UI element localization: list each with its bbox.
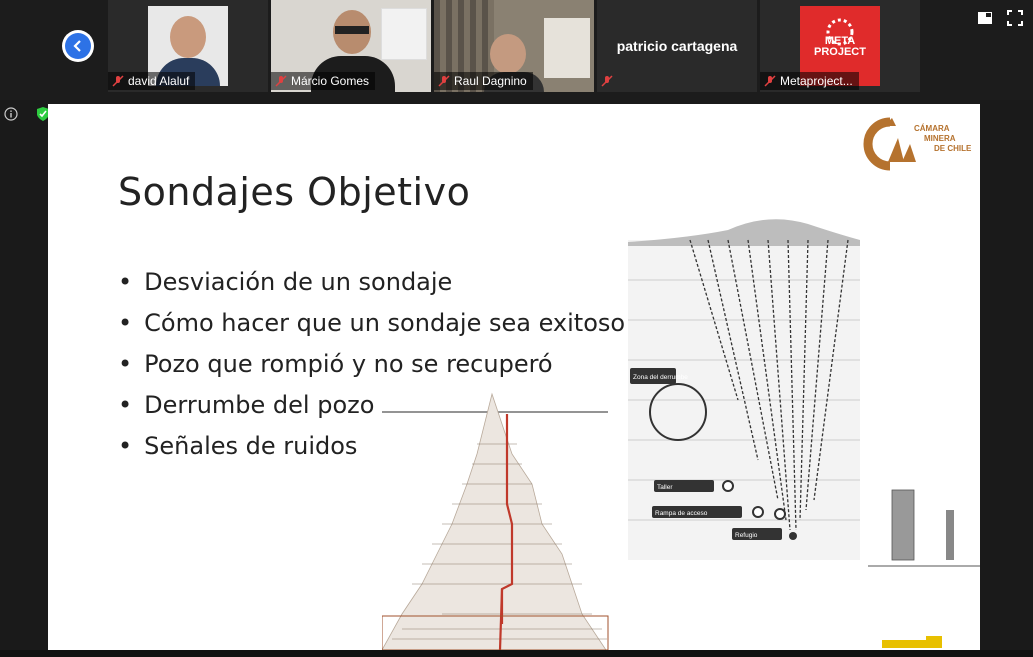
bottom-edge [0, 650, 1033, 657]
participant-name: Márcio Gomes [271, 72, 375, 90]
diagram-label: Refugio [735, 532, 758, 539]
truck-icon [882, 634, 944, 650]
bullet-item: • Señales de ruidos [118, 426, 625, 467]
drillhole-diagram-image [628, 200, 980, 580]
muted-mic-icon [764, 75, 776, 87]
slide-title: Sondajes Objetivo [118, 170, 471, 214]
diagram-label: Zona del derrumbe [633, 374, 688, 381]
muted-mic-icon [275, 75, 287, 87]
mine-cross-section-image [382, 384, 612, 650]
info-icon[interactable] [4, 107, 18, 126]
muted-mic-icon [438, 75, 450, 87]
fullscreen-icon[interactable] [1007, 10, 1023, 26]
bullet-item: • Desviación de un sondaje [118, 262, 625, 303]
participant-tile-metaproject[interactable] [760, 0, 920, 92]
bullet-item: • Cómo hacer que un sondaje sea exitoso [118, 303, 625, 344]
chevron-left-icon [65, 33, 91, 59]
participant-name [597, 72, 619, 90]
participant-tile-patricio[interactable] [597, 0, 757, 92]
view-controls [977, 10, 1023, 26]
muted-mic-icon [112, 75, 124, 87]
participant-name: david Alaluf [108, 72, 195, 90]
participant-name: Raul Dagnino [434, 72, 533, 90]
participant-strip [0, 0, 1033, 100]
camara-minera-logo: CÁMARA MINERA DE CHILE [862, 116, 972, 172]
diagram-label: Taller [657, 484, 673, 491]
participant-display-name: patricio cartagena [616, 38, 738, 54]
participant-tile-raul[interactable] [434, 0, 594, 92]
shared-slide [48, 104, 980, 650]
participant-tile-david[interactable] [108, 0, 268, 92]
diagram-label: Rampa de acceso [655, 510, 708, 517]
bullet-item: • Pozo que rompió y no se recuperó [118, 344, 625, 385]
bullet-item: • Derrumbe del pozo [118, 385, 625, 426]
muted-mic-icon [601, 75, 613, 87]
view-layout-icon[interactable] [977, 10, 993, 26]
participant-name: Metaproject... [760, 72, 859, 90]
participant-tile-marcio[interactable] [271, 0, 431, 92]
previous-page-button[interactable] [62, 30, 94, 62]
metaproject-logo: META PROJECT [800, 6, 880, 86]
